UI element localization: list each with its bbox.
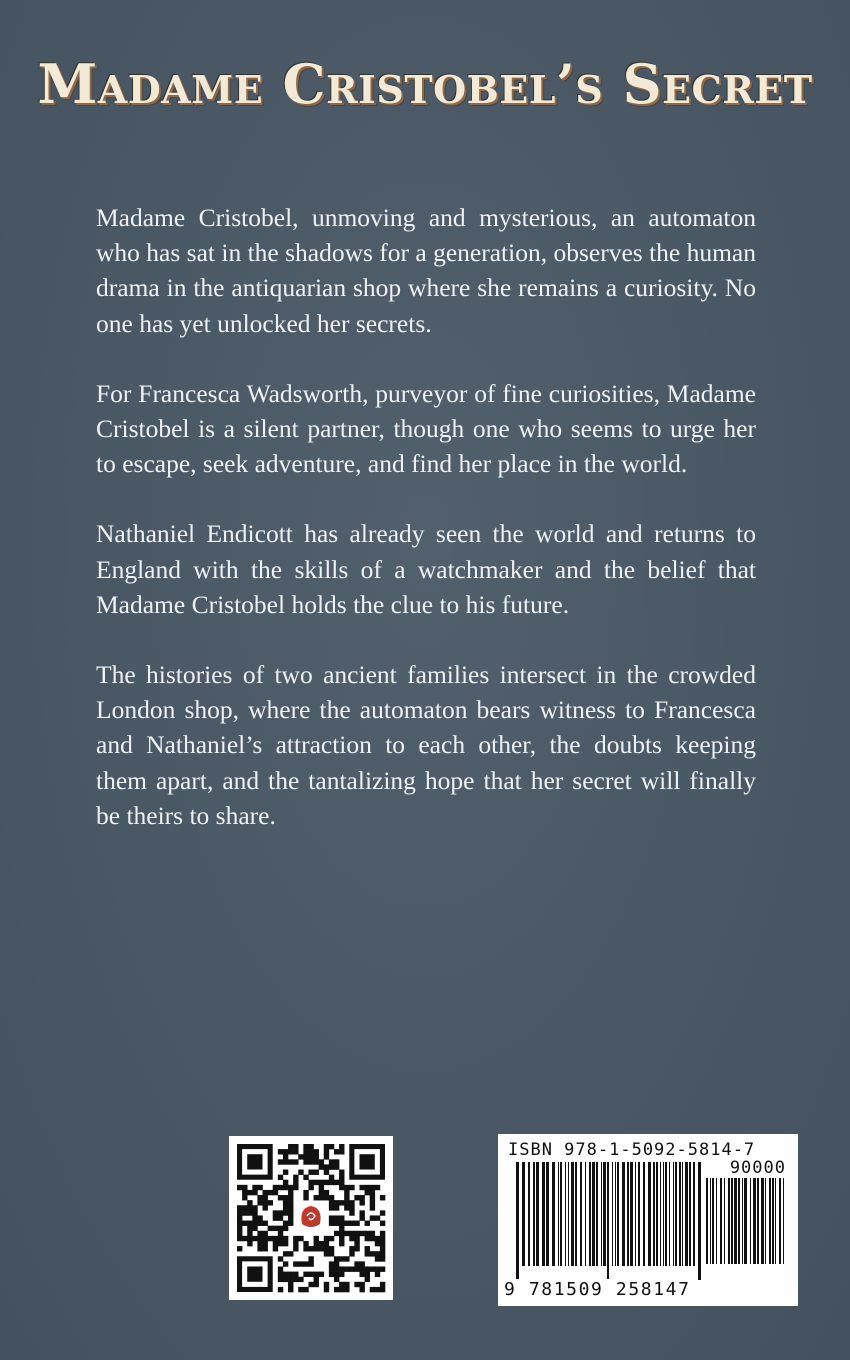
- blurb-paragraph-4: The histories of two ancient families intersect in the crowded London shop, where the automaton bears witness to Francesca and Nathaniel’s attraction to each other, the doubts keeping them apart, and the tantalizing hope that her secret will finally be theirs to share.: [96, 660, 756, 830]
- blurb-paragraph-1: Madame Cristobel, unmoving and mysterious, an automaton who has sat in the shadows for a generation, observes the human drama in the antiquarian shop where she remains a curiosity. No one has yet unlocked her secrets.: [96, 203, 756, 338]
- blurb: [96, 200, 756, 868]
- qr-code-graphic: [229, 1136, 393, 1300]
- ean-digits: 9 781509 258147: [504, 1279, 691, 1300]
- price-addon-bars: [706, 1178, 788, 1278]
- book-title: Madame Cristobel’s Secret: [37, 52, 813, 116]
- blurb-paragraph-3: Nathaniel Endicott has already seen the world and returns to England with the skills of a watchmaker and the belief that Madame Cristobel holds the clue to his future.: [96, 519, 756, 619]
- isbn-label: ISBN 978-1-5092-5814-7: [508, 1140, 756, 1160]
- blurb-paragraph-2: For Francesca Wadsworth, purveyor of fine curiosities, Madame Cristobel is a silent partner, though one who seems to urge her to escape, seek adventure, and find her place in the world.: [96, 378, 756, 479]
- qr-code-icon: [229, 1136, 393, 1300]
- barcode-bars: [516, 1162, 702, 1280]
- price-code: 90000: [729, 1158, 786, 1178]
- isbn-barcode: [498, 1134, 798, 1306]
